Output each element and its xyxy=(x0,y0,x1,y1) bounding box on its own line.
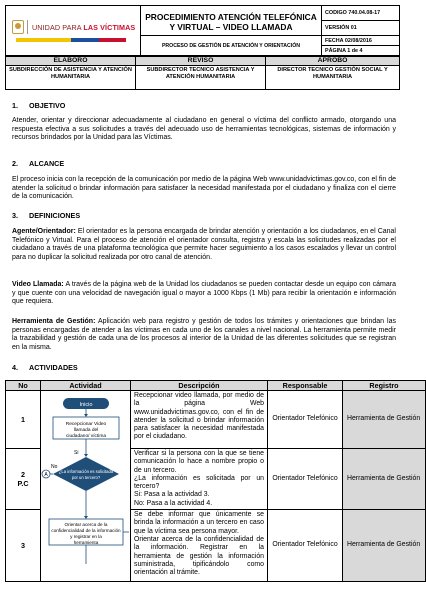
connector-a-label: A xyxy=(44,472,48,479)
col-header-registro: Registro xyxy=(343,381,426,391)
row-number: 3 xyxy=(6,510,41,582)
row-responsable: Orientador Telefónico xyxy=(268,391,343,449)
activities-table xyxy=(5,380,426,582)
activity-box-3-label: Orientar acerca de la confidencialidad de la información y registrar en la herramienta xyxy=(51,522,121,546)
row-registro: Herramienta de Gestión xyxy=(343,391,426,449)
decision-diamond xyxy=(53,457,119,491)
document-header xyxy=(5,5,400,56)
col-header-responsable: Responsable xyxy=(268,381,343,391)
flow-connector-yes: Si xyxy=(74,450,79,457)
section-objetivo-heading: 1. OBJETIVO xyxy=(12,101,66,110)
row-responsable: Orientador Telefónico xyxy=(268,449,343,510)
reviso-value: SUBDIRECTOR TECNICO ASISTENCIA Y ATENCIÓN HUMANITARIA xyxy=(136,66,266,90)
logo-cell xyxy=(6,6,141,56)
col-header-no: No xyxy=(6,381,41,391)
row-number: 1 xyxy=(6,391,41,449)
col-header-descripcion: Descripción xyxy=(131,381,268,391)
document-code: CODIGO 740.04.08-17 xyxy=(322,6,400,21)
logo-color-bar xyxy=(16,38,126,42)
reviso-header: REVISÓ xyxy=(136,57,266,66)
document-title: PROCEDIMIENTO ATENCIÓN TELEFÓNICA Y VIRTUAL – VIDEO LLAMADA xyxy=(141,6,322,36)
definition-herramienta: Herramienta de Gestión: Aplicación web para registro y gestión de todos los trámites y orientaciones que brindan las personas encargadas de atender a las víctimas en cada uno de los canales a nivel nacional. La herramienta permite medir la trazabilidad y gestión de cada una de los procesos al interior de la Unidad de las diferentes solicitudes que se registran en la misma. xyxy=(12,318,396,351)
table-row xyxy=(6,391,426,449)
page-number: PÁGINA 1 de 4 xyxy=(322,46,400,56)
document-version: VERSIÓN 01 xyxy=(322,21,400,36)
start-label: Inicio xyxy=(79,402,93,409)
definition-orientador: Agente/Orientador: El orientador es la persona encargada de brindar atención y orientación a los ciudadanos, en el Canal Telefónico y Virtual. Para el proceso de atención el orientador consulta, registra y escala las solicitudes realizadas por el ciudadano a través de una plataforma tecnológica que permite hacer seguimiento a los casos escalados y llevar un control para no duplicar la solicitud realizada por otro canal de atención. xyxy=(12,228,396,261)
aprobo-value: DIRECTOR TECNICO GESTIÓN SOCIAL Y HUMANITARIA xyxy=(266,66,400,90)
row-description: Recepcionar video llamada, por medio de la página Web www.unidadvictimas.gov.co, con el fin de atender la solicitud o brindar información para satisfacer la necesidad manifestada por el ciudadano. xyxy=(131,391,268,449)
coat-of-arms-icon xyxy=(12,20,24,34)
objetivo-text: Atender, orientar y direccionar adecuadamente al ciudadano en general o víctima del conflicto armado, otorgando una respuesta efectiva a sus solicitudes a través del adecuado uso de herramientas tecnológicas, sistemas de información y recursos brindados por la Unidad para las Víctimas. xyxy=(12,117,396,142)
elaboro-value: SUBDIRECCIÓN DE ASISTENCIA Y ATENCIÓN HUMANITARIA xyxy=(6,66,136,90)
section-alcance-heading: 2. ALCANCE xyxy=(12,159,65,168)
logo-text: UNIDAD PARA LAS VÍCTIMAS xyxy=(32,22,136,32)
document-date: FECHA 02/08/2016 xyxy=(322,36,400,46)
aprobo-header: APROBÓ xyxy=(266,57,400,66)
row-description: Verificar si la persona con la que se tiene comunicación lo hace a nombre propio o de un tercero. ¿La información es solicitada por un tercero? Si: Pasa a la actividad 3. No: Pasa a la actividad 4. xyxy=(131,449,268,510)
flowchart xyxy=(41,394,131,578)
row-responsable: Orientador Telefónico xyxy=(268,510,343,582)
flow-label-no: No xyxy=(51,464,58,471)
definition-video-llamada: Video Llamada: A través de la página web de la Unidad los ciudadanos se pueden contactar desde un equipo con cámara y que cuente con una velocidad de navegación igual o mayor a 1000 Kbps (1 Mb) para recibir la orientación e información que requiera. xyxy=(12,281,397,306)
section-definiciones-heading: 3. DEFINICIONES xyxy=(12,211,81,220)
unidad-logo xyxy=(12,20,135,34)
activity-box-1-label: Recepcionar Video llamada del ciudadano/ víctima xyxy=(65,422,107,440)
process-name: PROCESO DE GESTIÓN DE ATENCIÓN Y ORIENTACIÓN xyxy=(141,36,322,56)
decision-label: ¿La información es solicitada por un tercero? xyxy=(58,469,114,481)
approval-table xyxy=(5,56,400,90)
alcance-text: El proceso inicia con la recepción de la comunicación por medio de la página Web www.unidadvictimas.gov.co, con el fin de atender la solicitud o brindar información para satisfacer la necesidad manifestada por el ciudadano y finaliza con el cierre de la comunicación. xyxy=(12,176,396,201)
row-description: Se debe informar que únicamente se brinda la información a un tercero en caso que la víctima sea persona mayor. Orientar acerca de la confidencialidad de la información. Registrar en la herramienta de gestión la información suministrada, tipificándolo como orientación al trámite. xyxy=(131,510,268,582)
section-actividades-heading: 4. ACTIVIDADES xyxy=(12,363,78,372)
flowchart-cell xyxy=(41,391,131,582)
row-registro: Herramienta de Gestión xyxy=(343,510,426,582)
row-number: 2 P.C xyxy=(6,449,41,510)
elaboro-header: ELABORÓ xyxy=(6,57,136,66)
col-header-actividad: Actividad xyxy=(41,381,131,391)
row-registro: Herramienta de Gestión xyxy=(343,449,426,510)
